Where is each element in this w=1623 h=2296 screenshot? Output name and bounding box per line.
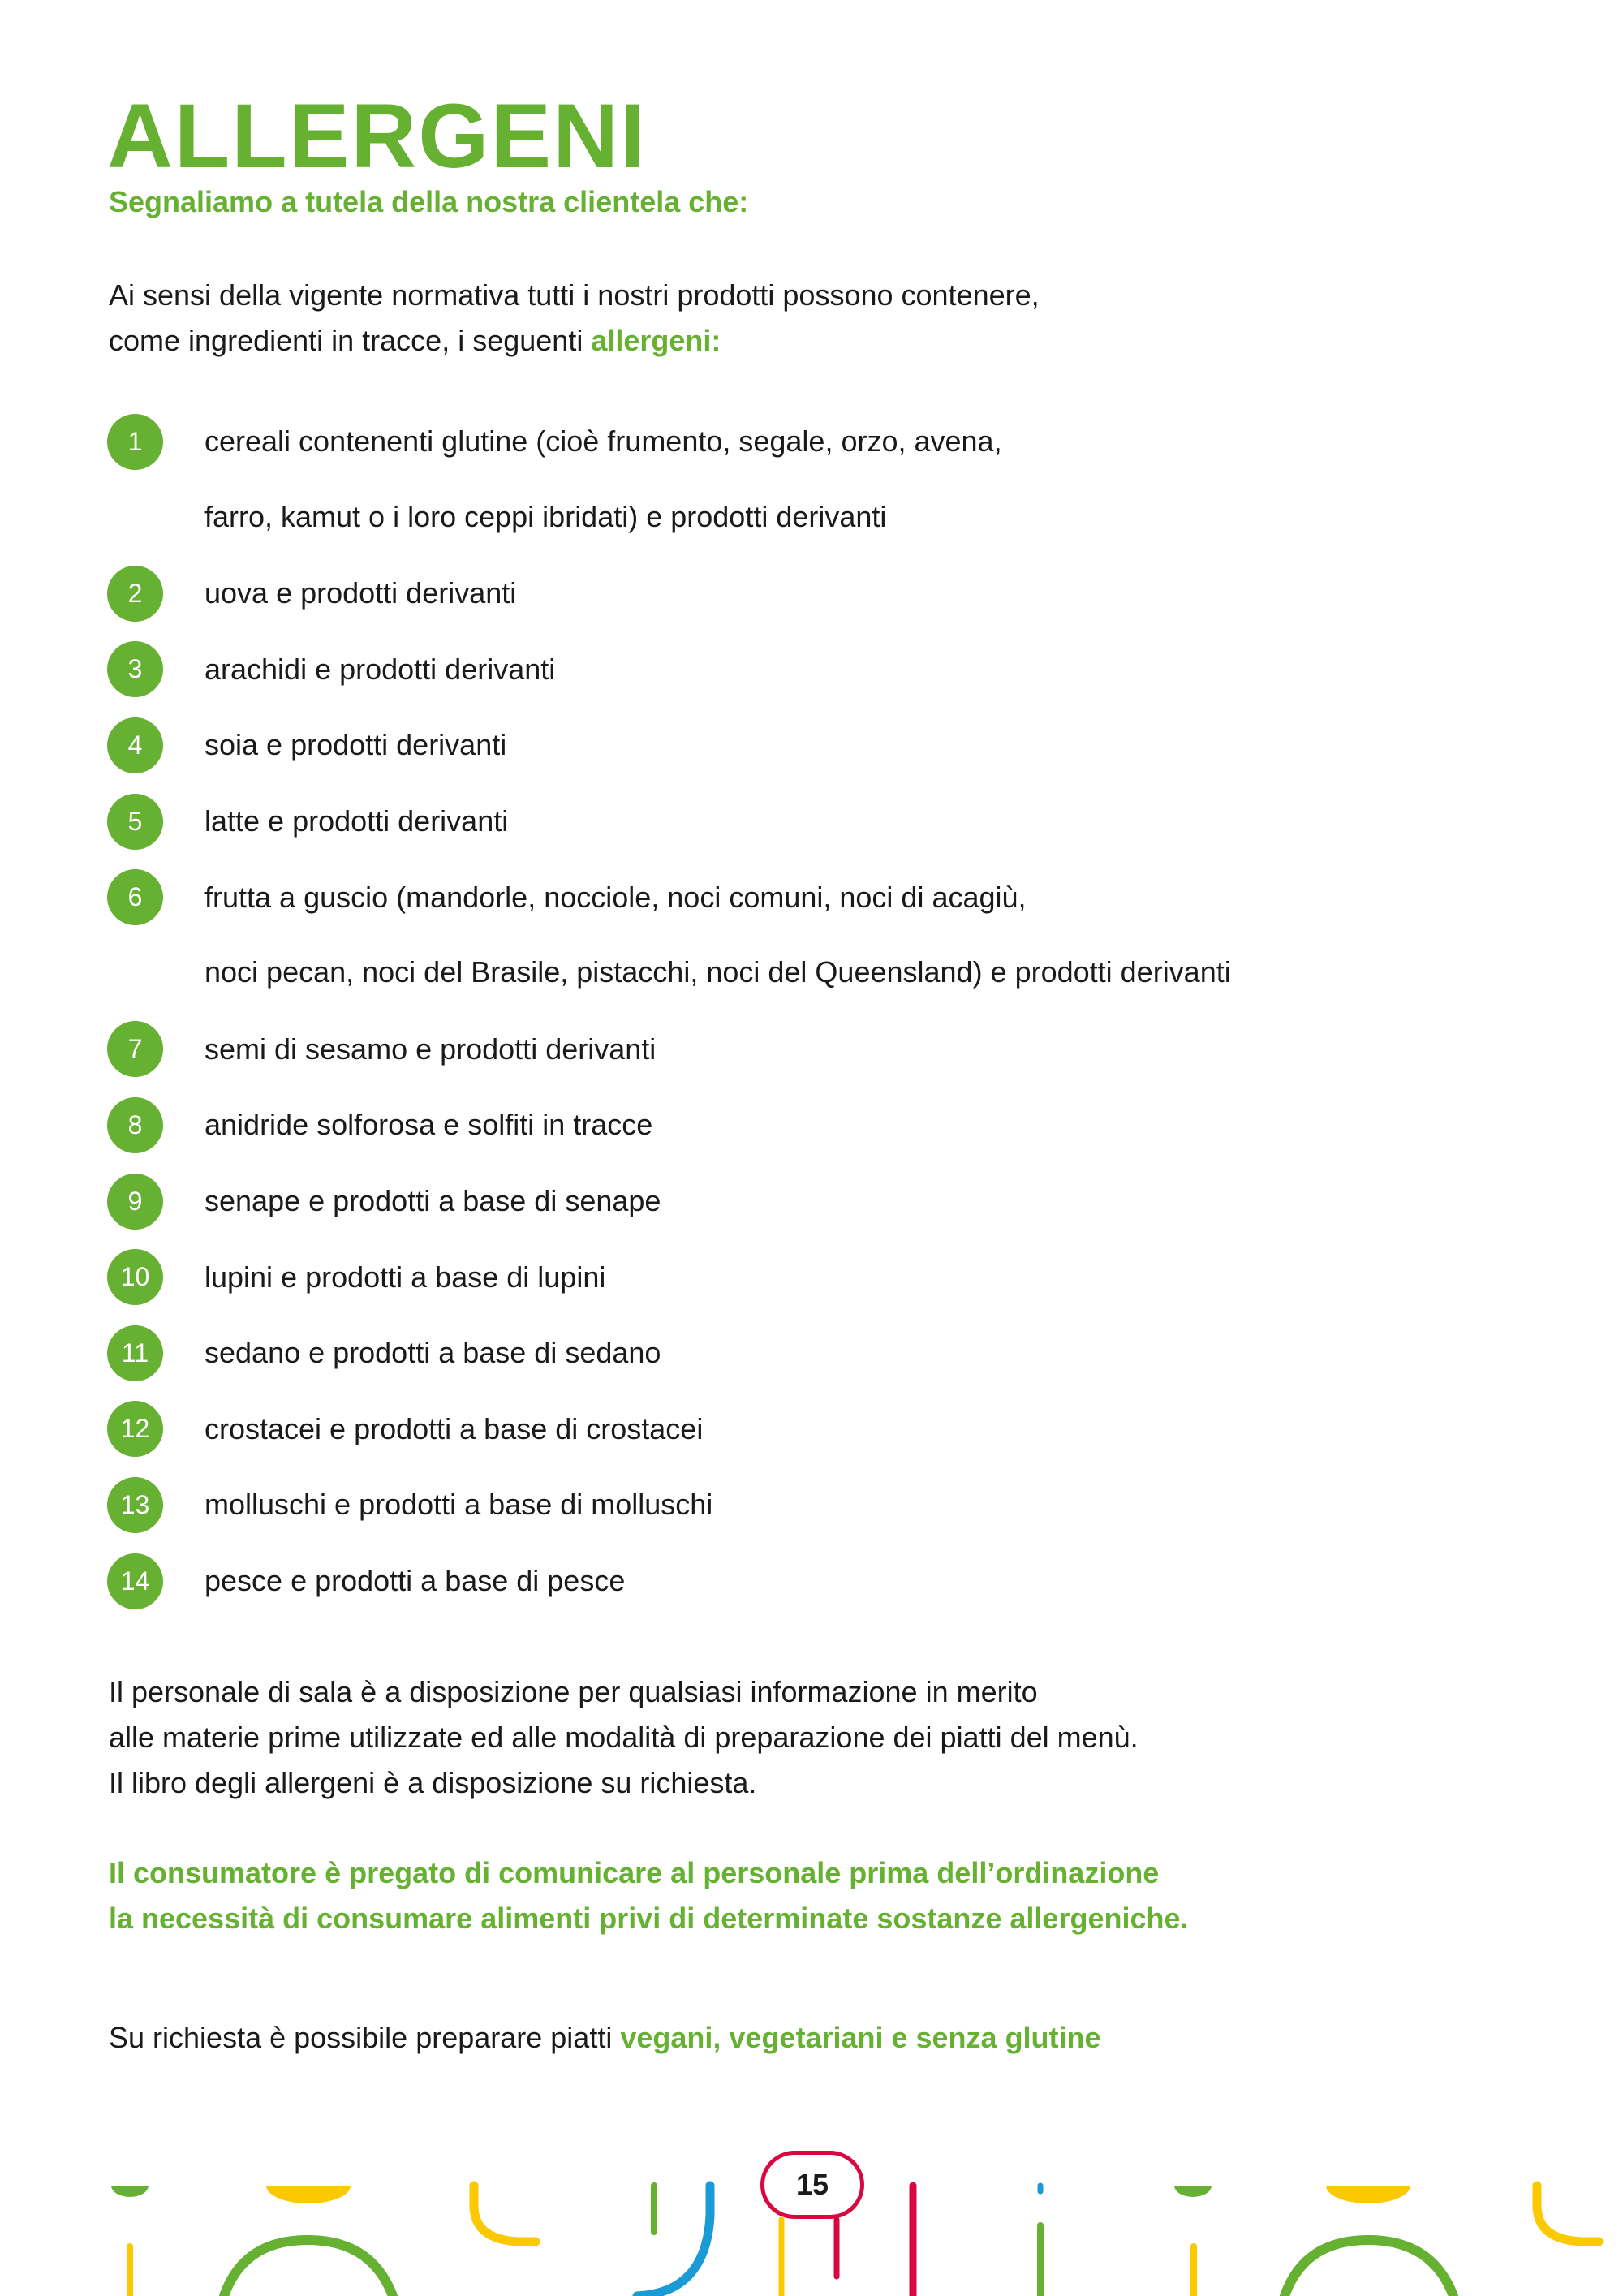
allergen-text-continued: farro, kamut o i loro ceppi ibridati) e prodotti derivanti: [204, 499, 887, 533]
number-badge: 6: [107, 869, 163, 925]
allergen-item: [107, 413, 1002, 470]
notice-line-1: Il consumatore è pregato di comunicare al personale prima dell’ordinazione: [109, 1856, 1160, 1889]
number-badge: 11: [107, 1325, 163, 1381]
intro-text: come ingredienti in tracce, i seguenti: [109, 324, 592, 357]
allergen-text: crostacei e prodotti a base di crostacei: [204, 1411, 704, 1445]
info-line-1: Il personale di sala è a disposizione per qualsiasi informazione in merito: [109, 1675, 1038, 1708]
page-number: 15: [760, 2151, 864, 2219]
allergen-text: senape e prodotti a base di senape: [204, 1184, 661, 1217]
number-badge: 4: [107, 717, 163, 773]
yellow-cap-right: [1326, 2186, 1410, 2203]
allergen-text: molluschi e prodotti a base di molluschi: [204, 1488, 713, 1522]
number-badge: 3: [107, 641, 163, 697]
allergen-item: [107, 1553, 626, 1609]
green-cap-right: [1174, 2186, 1212, 2197]
yellow-cap-left: [266, 2186, 351, 2203]
allergen-item: [107, 1249, 606, 1306]
green-arch-right: [1285, 2240, 1453, 2296]
number-badge: 7: [107, 1021, 163, 1077]
notice-paragraph: [109, 1850, 1189, 1941]
allergen-item: [107, 1173, 661, 1230]
allergen-text: cereali contenenti glutine (cioè frumento, segale, orzo, avena,: [204, 424, 1002, 458]
number-badge: 1: [107, 414, 163, 470]
closing-line: [109, 2015, 1101, 2061]
yellow-hook-right: [1537, 2186, 1599, 2242]
green-cap-left: [111, 2186, 149, 2197]
closing-highlight: vegani, vegetariani e senza glutine: [620, 2021, 1101, 2054]
allergen-text: frutta a guscio (mandorle, nocciole, noci comuni, noci di acagiù,: [204, 880, 1027, 914]
allergen-item: [107, 1401, 704, 1458]
allergen-item: [107, 641, 556, 698]
intro-paragraph: [109, 273, 1040, 364]
allergen-item: [107, 869, 1027, 926]
number-badge: 8: [107, 1097, 163, 1153]
allergen-text: arachidi e prodotti derivanti: [204, 652, 556, 686]
allergen-text: pesce e prodotti a base di pesce: [204, 1564, 626, 1597]
notice-line-2: la necessità di consumare alimenti privi di determinate sostanze allergeniche.: [109, 1902, 1189, 1935]
allergen-text: uova e prodotti derivanti: [204, 576, 517, 610]
allergen-item: [107, 565, 517, 622]
allergen-text: latte e prodotti derivanti: [204, 804, 509, 838]
allergen-item: [107, 717, 507, 773]
allergen-text: lupini e prodotti a base di lupini: [204, 1260, 606, 1294]
allergen-item: [107, 1096, 653, 1153]
allergen-item: [107, 793, 509, 850]
info-line-2: alle materie prime utilizzate ed alle modalità di preparazione dei piatti del menù.: [109, 1721, 1139, 1754]
green-arch-left: [224, 2240, 393, 2296]
intro-line-2: [109, 318, 1040, 364]
page-title: ALLERGENI: [107, 85, 648, 187]
number-badge: 10: [107, 1249, 163, 1305]
allergen-item: [107, 1325, 661, 1381]
allergen-text: sedano e prodotti a base di sedano: [204, 1336, 661, 1370]
allergen-text: soia e prodotti derivanti: [204, 728, 507, 762]
number-badge: 9: [107, 1174, 163, 1230]
number-badge: 2: [107, 566, 163, 622]
intro-highlight: allergeni:: [591, 324, 721, 357]
blue-curve: [637, 2186, 710, 2296]
number-badge: 13: [107, 1477, 163, 1533]
allergen-text: anidride solforosa e solfiti in tracce: [204, 1108, 653, 1142]
allergen-item: [107, 1021, 657, 1078]
info-paragraph: [109, 1669, 1139, 1806]
closing-text: Su richiesta è possibile preparare piatti: [109, 2021, 621, 2054]
allergen-text: semi di sesamo e prodotti derivanti: [204, 1032, 657, 1066]
allergen-text-continued: noci pecan, noci del Brasile, pistacchi, noci del Queensland) e prodotti derivanti: [204, 955, 1231, 989]
allergen-item: [107, 1476, 713, 1533]
info-line-3: Il libro degli allergeni è a disposizione su richiesta.: [109, 1766, 757, 1799]
number-badge: 12: [107, 1401, 163, 1457]
number-badge: 5: [107, 794, 163, 850]
subtitle: Segnaliamo a tutela della nostra clientela che:: [109, 185, 749, 218]
yellow-hook-left: [474, 2186, 536, 2242]
number-badge: 14: [107, 1553, 163, 1609]
intro-line-1: Ai sensi della vigente normativa tutti i nostri prodotti possono contenere,: [109, 278, 1040, 312]
